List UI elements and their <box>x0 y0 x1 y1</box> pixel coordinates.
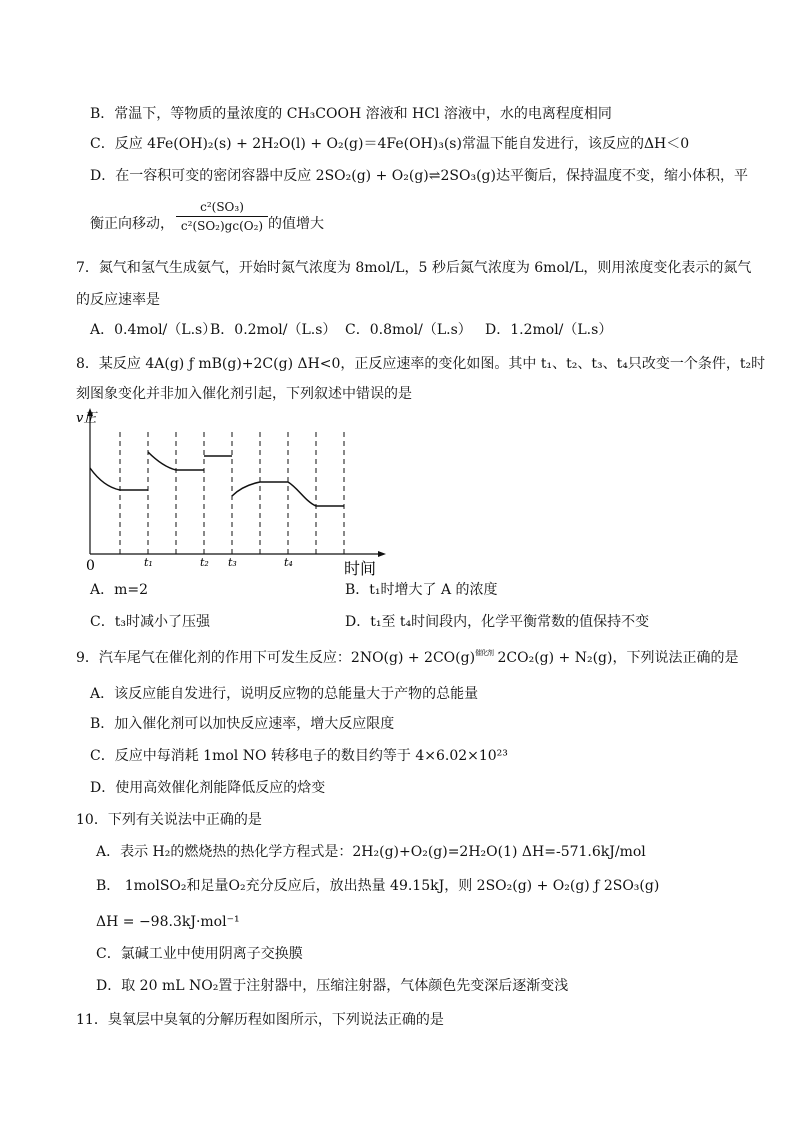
q6-option-d: D．在一容积可变的密闭容器中反应 2SO₂(g) + O₂(g)⇌2SO₃(g)达平衡后，保持温度不变，缩小体积，平 <box>90 168 748 184</box>
q7-option-b: B．0.2mol/（L.s） <box>210 322 337 338</box>
q9-option-b: B．加入催化剂可以加快反应速率，增大反应限度 <box>90 716 395 732</box>
q8-option-d: D．t₁至 t₄时间段内，化学平衡常数的值保持不变 <box>345 614 650 630</box>
q6-option-b: B．常温下，等物质的量浓度的 CH₃COOH 溶液和 HCl 溶液中，水的电离程度相同 <box>90 106 612 122</box>
q7-option-a: A．0.4mol/（L.s） <box>90 322 217 338</box>
q9-option-c: C．反应中每消耗 1mol NO 转移电子的数目约等于 4×6.02×10²³ <box>90 748 508 764</box>
rate-time-chart <box>70 404 390 580</box>
fraction-bar <box>176 216 268 217</box>
q8-stem-line1: 8．某反应 4A(g) ƒ mB(g)+2C(g) ΔH<0，正反应速率的变化如图。其中 t₁、t₂、t₃、t₄只改变一个条件，t₂时 <box>76 356 766 372</box>
q8-option-a: A．m=2 <box>90 582 149 598</box>
fraction-numerator: c²(SO₃) <box>200 200 244 214</box>
q7-option-c: C．0.8mol/（L.s） <box>345 322 472 338</box>
q8-option-b: B．t₁时增大了 A 的浓度 <box>345 582 498 598</box>
q6-fraction <box>176 200 268 233</box>
q9-stem-suffix: 2CO₂(g) + N₂(g)，下列说法正确的是 <box>493 650 739 666</box>
q9-stem <box>76 648 738 670</box>
q9-option-d: D．使用高效催化剂能降低反应的焓变 <box>90 780 326 796</box>
q8-option-c: C．t₃时减小了压强 <box>90 614 210 630</box>
origin-label: 0 <box>86 558 95 574</box>
x-tick-t3: t₃ <box>228 556 237 569</box>
x-axis-label: 时间 <box>344 559 377 578</box>
rate-segment-1 <box>90 468 148 490</box>
x-tick-t4: t₄ <box>284 556 293 569</box>
q7-stem-line1: 7．氮气和氢气生成氨气，开始时氮气浓度为 8mol/L，5 秒后氮气浓度为 6mol/L，则用浓度变化表示的氮气 <box>76 260 752 276</box>
q6-option-d-cont-suffix: 的值增大 <box>268 216 324 232</box>
q10-option-b: B． 1molSO₂和足量O₂充分反应后，放出热量 49.15kJ，则 2SO₂(g) + O₂(g) ƒ 2SO₃(g) <box>96 878 660 894</box>
q9-catalyst-arrow-label: 催化剂 <box>475 649 494 657</box>
q7-option-d: D．1.2mol/（L.s） <box>485 322 613 338</box>
q10-option-a: A．表示 H₂的燃烧热的热化学方程式是：2H₂(g)+O₂(g)=2H₂O(1) ΔH=-571.6kJ/mol <box>96 844 646 860</box>
q7-stem-line2: 的反应速率是 <box>76 292 160 308</box>
y-axis-label: v正 <box>76 411 97 426</box>
q10-option-d: D．取 20 mL NO₂置于注射器中，压缩注射器，气体颜色先变深后逐渐变浅 <box>96 978 569 994</box>
q10-stem: 10．下列有关说法中正确的是 <box>76 812 262 828</box>
q6-option-d-cont-prefix: 衡正向移动， <box>90 216 174 232</box>
q11-stem: 11．臭氧层中臭氧的分解历程如图所示，下列说法正确的是 <box>76 1012 444 1028</box>
x-axis-arrow <box>378 551 386 557</box>
q6-option-c: C．反应 4Fe(OH)₂(s) + 2H₂O(l) + O₂(g)＝4Fe(OH)₃(s)常温下能自发进行，该反应的ΔH＜0 <box>90 136 690 152</box>
rate-segment-4 <box>232 482 344 506</box>
q10-option-c: C．氯碱工业中使用阴离子交换膜 <box>96 946 303 962</box>
x-tick-t1: t₁ <box>144 556 153 569</box>
x-tick-t2: t₂ <box>200 556 209 569</box>
q10-option-b-line2: ΔH = −98.3kJ·mol⁻¹ <box>96 914 240 930</box>
q9-option-a: A．该反应能自发进行，说明反应物的总能量大于产物的总能量 <box>90 686 479 702</box>
q8-stem-line2: 刻图象变化并非加入催化剂引起，下列叙述中错误的是 <box>76 386 412 402</box>
fraction-denominator: c²(SO₂)gc(O₂) <box>180 219 264 233</box>
q9-stem-prefix: 9．汽车尾气在催化剂的作用下可发生反应：2NO(g) + 2CO(g) <box>76 650 476 666</box>
